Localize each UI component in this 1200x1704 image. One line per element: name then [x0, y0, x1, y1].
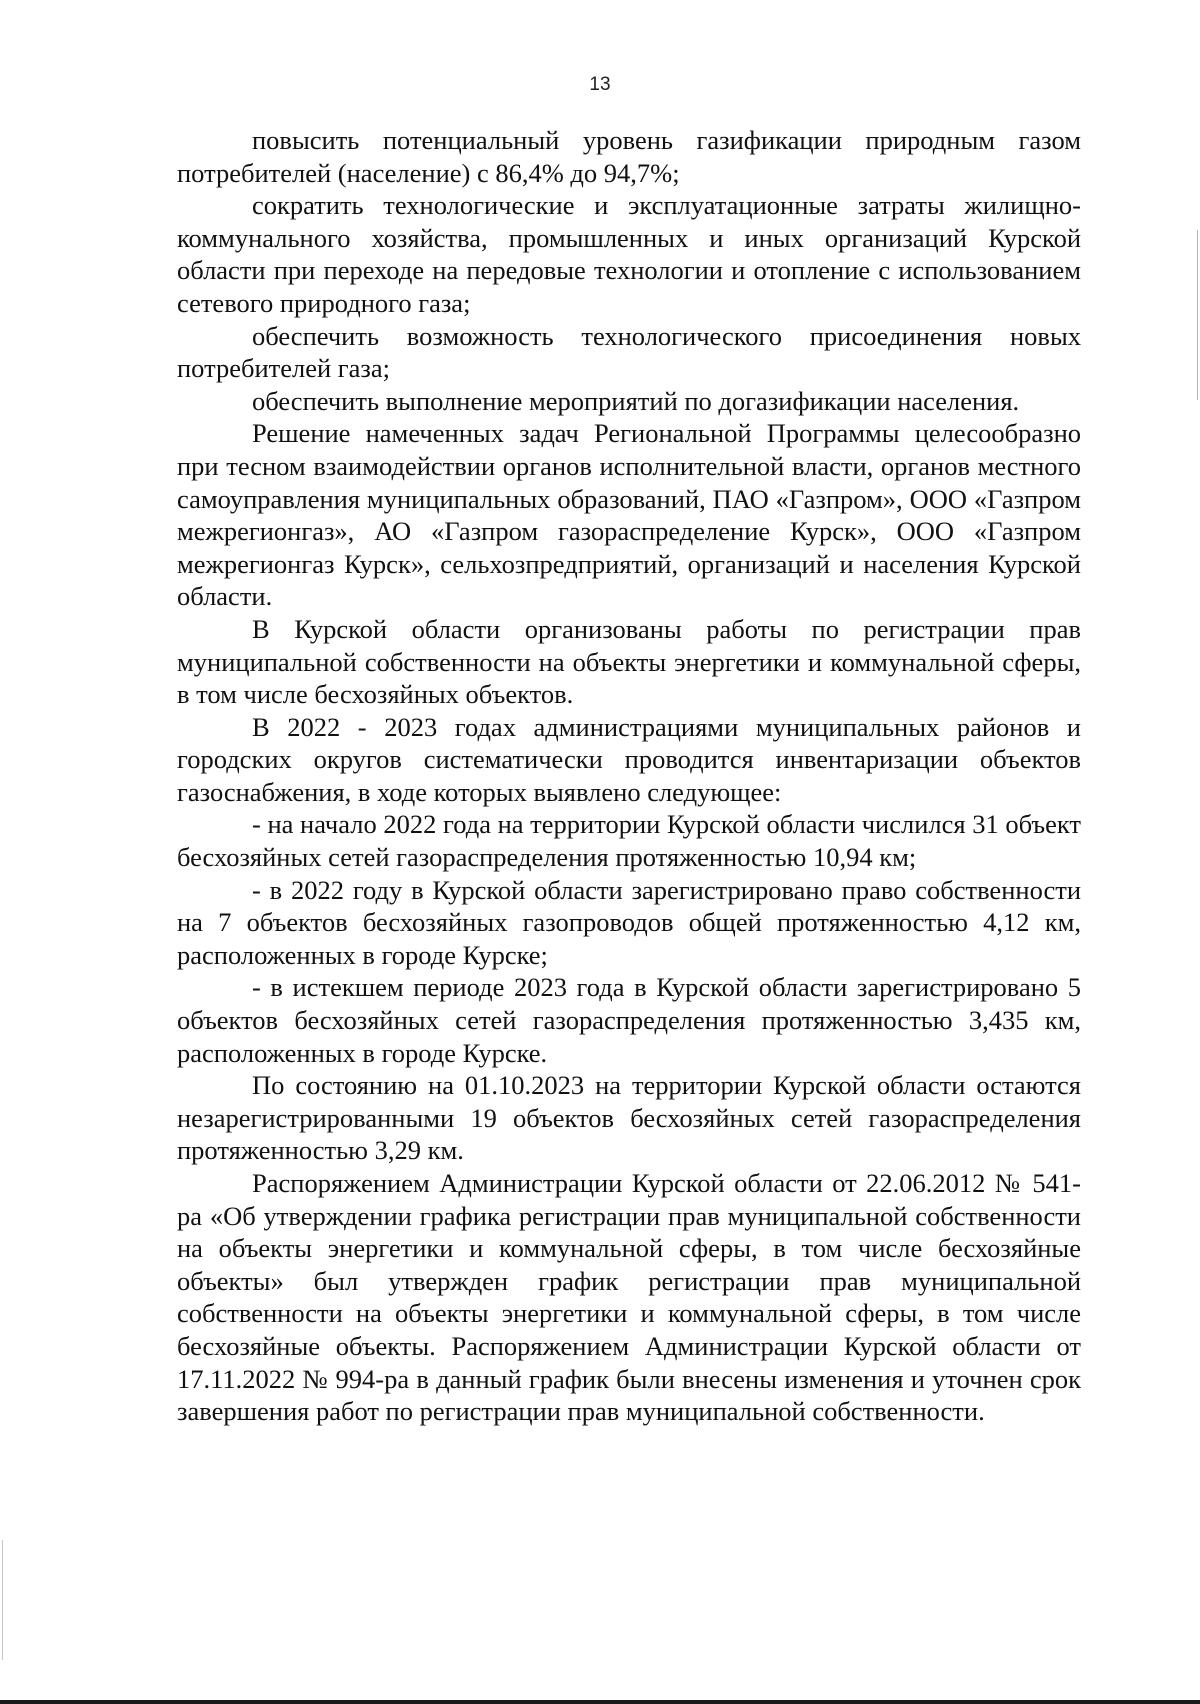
scan-bottom-border: [0, 1700, 1200, 1704]
scan-edge-mark-right: [1197, 230, 1198, 400]
paragraph-connection: обеспечить возможность технологического присоединения новых потребителей газа;: [177, 320, 1081, 384]
paragraph-registration-works: В Курской области организованы работы по регистрации прав муниципальной собственности на объекты энергетики и коммунальной сферы, в том числе бесхозяйных объектов.: [177, 613, 1081, 710]
paragraph-list-item-2022-registered: - в 2022 году в Курской области зарегистрировано право собственности на 7 объектов бесхозяйных газопроводов общей протяженностью 4,12 км, расположенных в городе Курске;: [177, 874, 1081, 970]
paragraph-cooperation: Решение намеченных задач Региональной Программы целесообразно при тесном взаимодействии органов исполнительной власти, органов местного самоуправления муниципальных образований, ПАО «Газпром», ООО «Газпром межрегионгаз», АО «Газпром газораспределение Курск», ООО «Газпром межрегионгаз Курск», сельхозпредприятий, организаций и населения Курской области.: [177, 418, 1081, 612]
paragraph-inventory: В 2022 - 2023 годах администрациями муниципальных районов и городских округов систематически проводится инвентаризации объектов газоснабжения, в ходе которых выявлено следующее:: [177, 711, 1081, 807]
paragraph-reduce-costs: сократить технологические и эксплуатационные затраты жилищно-коммунального хозяйства, промышленных и иных организаций Курской области при переходе на передовые технологии и отопление с использованием сетевого природного газа;: [177, 190, 1081, 318]
document-body: [177, 124, 1081, 1428]
paragraph-list-item-2022-start: - на начало 2022 года на территории Курской области числился 31 объект бесхозяйных сетей газораспределения протяженностью 10,94 км;: [177, 809, 1081, 873]
scan-edge-mark-left: [2, 1540, 3, 1660]
paragraph-schedule-order: Распоряжением Администрации Курской области от 22.06.2012 № 541-ра «Об утверждении графика регистрации прав муниципальной собственности на объекты энергетики и коммунальной сферы, в том числе бесхозяйные объекты» был утвержден график регистрации прав муниципальной собственности на объекты энергетики и коммунальной сферы, в том числе бесхозяйные объекты. Распоряжением Администрации Курской области от 17.11.2022 № 994-ра в данный график были внесены изменения и уточнен срок завершения работ по регистрации прав муниципальной собственности.: [177, 1168, 1081, 1427]
paragraph-unregistered-status: По состоянию на 01.10.2023 на территории Курской области остаются незарегистрированными 19 объектов бесхозяйных сетей газораспределения протяженностью 3,29 км.: [177, 1070, 1081, 1166]
page-number: 13: [589, 74, 611, 95]
paragraph-additional-gasification: обеспечить выполнение мероприятий по догазификации населения.: [252, 385, 1020, 416]
paragraph-list-item-2023-registered: - в истекшем периоде 2023 года в Курской области зарегистрировано 5 объектов бесхозяйных сетей газораспределения протяженностью 3,435 км, расположенных в городе Курске.: [177, 972, 1081, 1068]
paragraph-gas-level: повысить потенциальный уровень газификации природным газом потребителей (население) с 86,4% до 94,7%;: [177, 125, 1081, 188]
